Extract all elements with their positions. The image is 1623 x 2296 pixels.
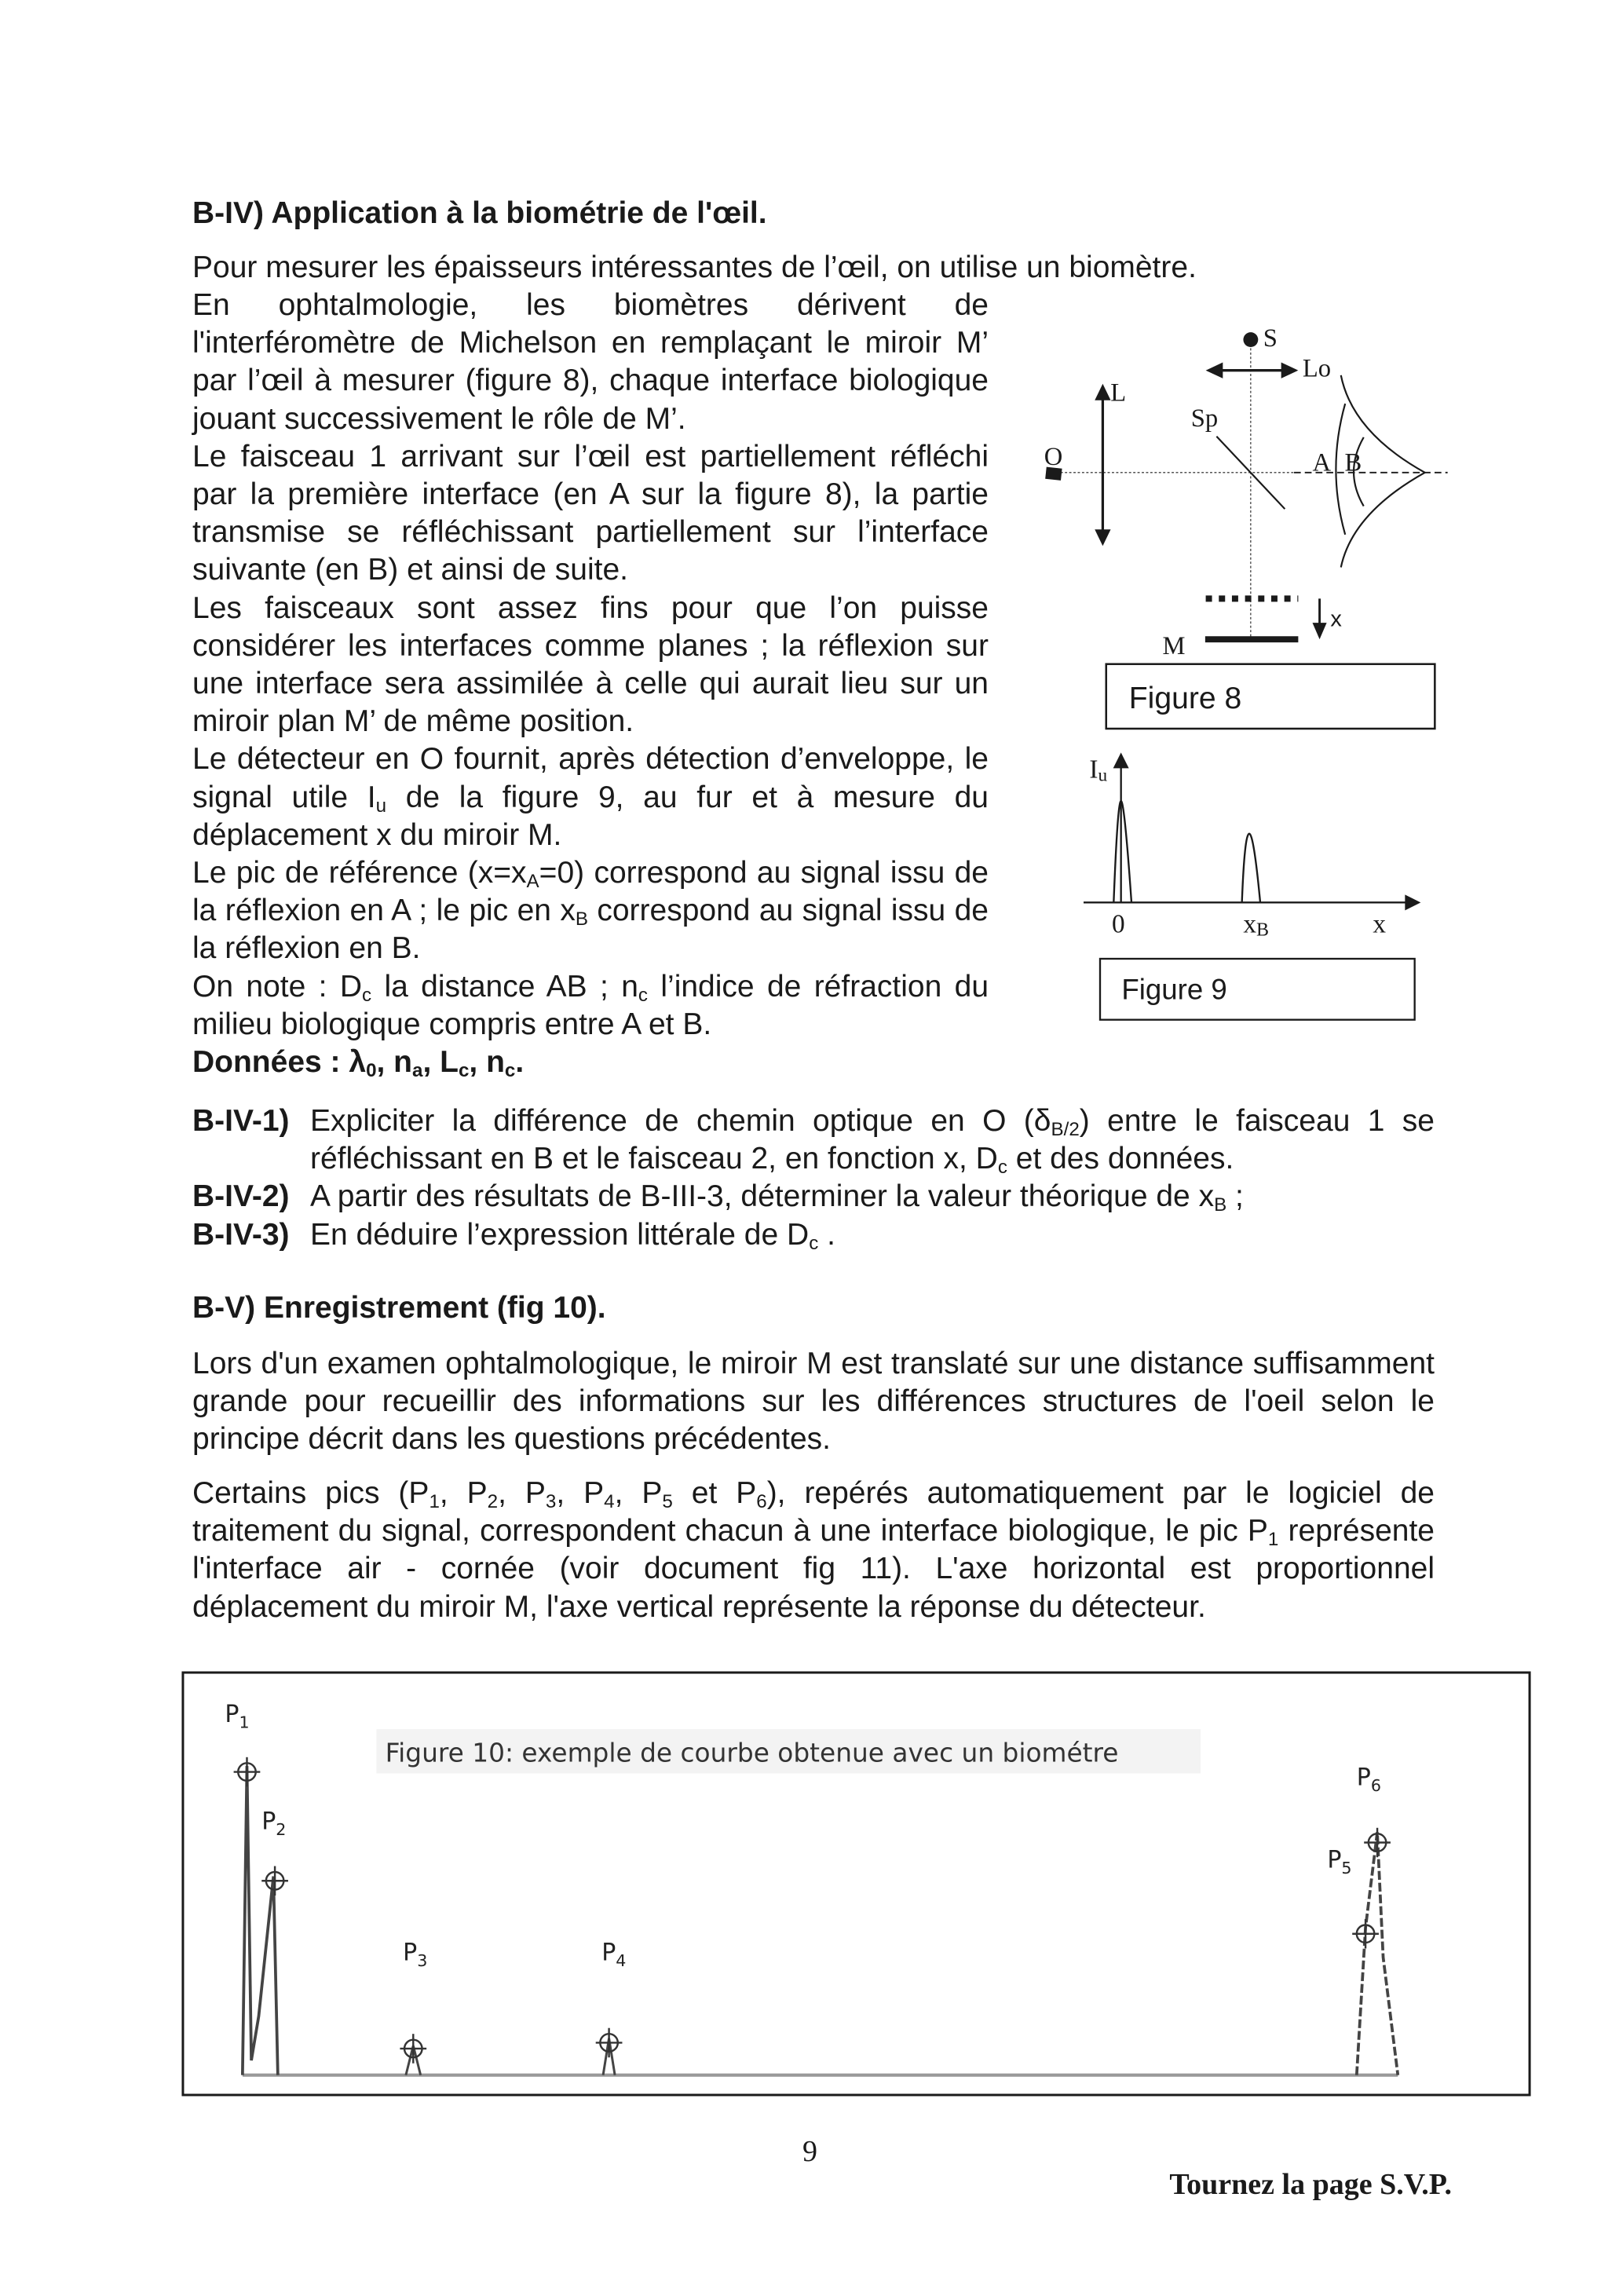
subscript: B xyxy=(575,909,588,930)
subscript: c xyxy=(997,1157,1007,1179)
label-x: x xyxy=(1330,606,1342,632)
label-o: O xyxy=(1044,443,1063,472)
subscript: 6 xyxy=(756,1491,767,1513)
subscript: 4 xyxy=(604,1491,615,1513)
question-text: En déduire l’expression littérale de $D_c$ . xyxy=(310,1217,835,1254)
x-axis-label: x xyxy=(1373,909,1387,939)
intro-paragraph: Pour mesurer les épaisseurs intéressantes de l’œil, on utilise un biomètre. xyxy=(192,250,1197,284)
peak-label-p4: $P_4$ xyxy=(601,1939,627,1970)
peak-a xyxy=(1113,801,1131,902)
figure-9-graph xyxy=(1076,738,1437,1036)
paragraph-faisceau: Le faisceau 1 arrivant sur l’œil est partiellement réfléchi par la première interface (en A sur la figure 8), la partie transmise se réfléchissant partiellement sur l’interface suivante (en B) et ainsi de suite. xyxy=(192,439,989,587)
subscript: 2 xyxy=(487,1491,499,1513)
peak-label-p5: $P_5$ xyxy=(1327,1846,1352,1877)
subscript: u xyxy=(375,795,387,817)
y-axis-label: Iu xyxy=(1089,755,1108,786)
left-column-text xyxy=(192,287,989,1081)
subscript: 0 xyxy=(366,1060,377,1082)
paragraph-faisceaux-fins: Les faisceaux sont assez fins pour que l’on puisse considérer les interfaces comme planes ; la réflexion sur une interface sera assimilée à celle qui aurait lieu sur un miroir plan M’ de même position. xyxy=(192,590,989,739)
subscript: c xyxy=(504,1060,516,1082)
subscript: 1 xyxy=(429,1491,440,1513)
questions-b-iv xyxy=(192,1102,1435,1254)
paragraph-detecteur: Le détecteur en O fournit, après détection d’enveloppe, le signal utile $I_u$ de la figure 9, au fur et à mesure du déplacement x du miroir M. xyxy=(192,742,989,852)
paragraph-on-note: On note : $D_c$ la distance AB ; $n_c$ l’indice de réfraction du milieu biologique compris entre A et B. xyxy=(192,969,989,1041)
question-b-iv-2 xyxy=(192,1178,1435,1216)
question-label: B-IV-1) xyxy=(192,1104,290,1138)
subscript: 3 xyxy=(545,1491,557,1513)
subscript: B/2 xyxy=(1051,1119,1080,1141)
arrow-head-up xyxy=(1095,384,1110,400)
figure-8-diagram xyxy=(1021,298,1460,722)
question-b-iv-1 xyxy=(192,1102,1435,1178)
turn-page-note: Tournez la page S.V.P. xyxy=(1169,2168,1452,2201)
paragraph-pic-reference: Le pic de référence $(x=x_A=0)$ correspond au signal issu de la réflexion en A ; le pic en $x_B$ correspond au signal issu de la réflexion en B. xyxy=(192,856,989,966)
subscript: 5 xyxy=(662,1491,673,1513)
peak-label-p1: $P_1$ xyxy=(225,1700,250,1732)
question-label: B-IV-3) xyxy=(192,1217,290,1252)
subscript: c xyxy=(458,1060,470,1082)
question-label: B-IV-2) xyxy=(192,1179,290,1214)
label-l: L xyxy=(1110,378,1127,408)
peak-label-p2: $P_2$ xyxy=(261,1808,287,1840)
peak-label-p6: $P_6$ xyxy=(1356,1764,1382,1795)
paragraph-biometres: En ophtalmologie, les biomètres dérivent de l'interféromètre de Michelson en remplaçant le miroir M’ par l’œil à mesurer (figure 8), chaque interface biologique jouant successivement le rôle de M’. xyxy=(192,288,989,436)
figure-8-caption: Figure 8 xyxy=(1128,681,1242,715)
label-s: S xyxy=(1263,324,1278,353)
source-s-dot xyxy=(1243,332,1258,347)
figure-10-title: Figure 10: exemple de courbe obtenue avec un biométre xyxy=(385,1738,1119,1768)
subscript: A xyxy=(526,871,539,893)
label-lo: Lo xyxy=(1302,354,1332,383)
figure-10-chart xyxy=(182,1672,1530,2096)
peak-b xyxy=(1242,834,1260,903)
subscript: 1 xyxy=(1267,1529,1279,1551)
label-b: B xyxy=(1344,448,1362,477)
figure-9-caption: Figure 9 xyxy=(1121,973,1227,1006)
peak-label-p3: $P_3$ xyxy=(403,1939,428,1970)
label-a: A xyxy=(1312,448,1332,477)
paragraph-examen: Lors d'un examen ophtalmologique, le miroir M est translaté sur une distance suffisamment grande pour recueillir des informations sur les différences structures de l'oeil selon le principe décrit dans les questions précédentes. xyxy=(192,1347,1435,1457)
section-title-b-v: B-V) Enregistrement (fig 10). xyxy=(192,1291,606,1325)
label-sp: Sp xyxy=(1190,404,1219,433)
paragraph-pics: Certains pics ($P_1$, $P_2$, $P_3$, $P_4$, $P_5$ et $P_6$), repérés automatiquement par le logiciel de traitement du signal, correspondent chacun à une interface biologique, le pic $P_1$ représente l'interface air - cornée (voir document fig 11). L'axe horizontal est proportionnel déplacement du miroir M, l'axe vertical représente la réponse du détecteur. xyxy=(192,1476,1435,1624)
subscript: a xyxy=(412,1060,423,1082)
label-m: M xyxy=(1162,632,1186,661)
question-text: A partir des résultats de B-III-3, déterminer la valeur théorique de $x_B$ ; xyxy=(310,1179,1244,1216)
tick-xb: xB xyxy=(1243,909,1270,941)
donnees: Données : $\lambda_0$, $n_a$, $L_c$, $n_c$. xyxy=(192,1045,525,1082)
page-number: 9 xyxy=(802,2135,817,2168)
question-b-iv-3 xyxy=(192,1216,1435,1254)
question-text: Expliciter la différence de chemin optique en O $(\delta_{B/2})$ entre le faisceau 1 se réfléchissant en B et le faisceau 2, en fonction x, $D_c$ et des données. xyxy=(310,1104,1435,1179)
eye-interface-a xyxy=(1336,404,1345,535)
subscript: c xyxy=(638,984,649,1006)
section-title-b-iv: B-IV) Application à la biométrie de l'œil. xyxy=(192,196,767,230)
subscript: c xyxy=(362,984,372,1006)
tick-0: 0 xyxy=(1112,909,1125,939)
subscript: B xyxy=(1214,1194,1227,1216)
subscript: c xyxy=(809,1232,819,1254)
arrow-head-left xyxy=(1206,363,1223,378)
